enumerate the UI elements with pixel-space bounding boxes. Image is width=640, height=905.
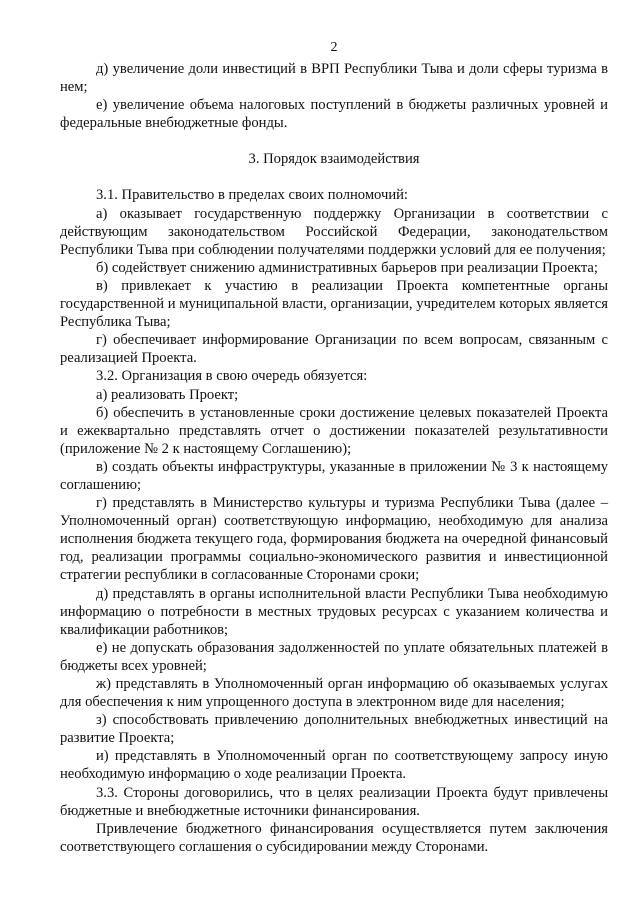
paragraph-3-3: 3.3. Стороны договорились, что в целях реализации Проекта будут привлечены бюджетные и внебюджетные источники финансирования. bbox=[60, 784, 608, 819]
paragraph-3-1-v: в) привлекает к участию в реализации Проекта компетентные органы государственной и муниципальной власти, организации, учредителем которых является Республика Тыва; bbox=[60, 277, 608, 331]
paragraph-intro-e: е) увеличение объема налоговых поступлений в бюджеты различных уровней и федеральные внебюджетные фонды. bbox=[60, 97, 608, 132]
paragraph-3-2-a: а) реализовать Проект; bbox=[96, 386, 239, 403]
paragraph-3-2-v: в) создать объекты инфраструктуры, указанные в приложении № 3 к настоящему соглашению; bbox=[60, 458, 608, 493]
paragraph-3-2-g: г) представлять в Министерство культуры и туризма Республики Тыва (далее – Уполномоченный орган) соответствующую информацию, необходимую для анализа исполнения бюджета текущего года, формирования бюджета на очередной финансовый год, реализации программы социально-экономического развития и инвестиционной стратегии республики в согласованные Сторонами сроки; bbox=[60, 495, 608, 584]
paragraph-3-1-g: г) обеспечивает информирование Организации по всем вопросам, связанным с реализацией Проекта. bbox=[60, 332, 608, 367]
paragraph-3-1-a: а) оказывает государственную поддержку Организации в соответствии с действующим законодательством Российской Федерации, законодательством Республики Тыва при соблюдении получателями поддержки условий для ее получения; bbox=[60, 205, 608, 258]
paragraph-3-2-b: б) обеспечить в установленные сроки достижение целевых показателей Проекта и ежеквартально представлять отчет о достижении показателей результативности (приложение № 2 к настоящему Соглашению); bbox=[60, 404, 608, 457]
paragraph-3-2-z: з) способствовать привлечению дополнительных внебюджетных инвестиций на развитие Проекта; bbox=[60, 712, 608, 747]
paragraph-3-2-d: д) представлять в органы исполнительной власти Республики Тыва необходимую информацию о потребности в местных трудовых ресурсах с указанием количества и квалификации работников; bbox=[60, 585, 608, 638]
paragraph-3-1-b: б) содействует снижению административных барьеров при реализации Проекта; bbox=[96, 259, 598, 276]
page-number: 2 bbox=[330, 40, 338, 55]
paragraph-3-2: 3.2. Организация в свою очередь обязуется: bbox=[96, 368, 368, 385]
paragraph-3-2-zh: ж) представлять в Уполномоченный орган информацию об оказываемых услугах для обеспечения к ним упрощенного доступа в электронном виде для населения; bbox=[60, 676, 608, 711]
section-title: 3. Порядок взаимодействия bbox=[248, 151, 420, 168]
paragraph-3-3-financing: Привлечение бюджетного финансирования осуществляется путем заключения соответствующего соглашения о субсидировании между Сторонами. bbox=[60, 820, 608, 855]
paragraph-3-1: 3.1. Правительство в пределах своих полномочий: bbox=[96, 187, 408, 204]
paragraph-3-2-e: е) не допускать образования задолженностей по уплате обязательных платежей в бюджеты всех уровней; bbox=[60, 639, 608, 674]
paragraph-3-2-i: и) представлять в Уполномоченный орган по соответствующему запросу иную необходимую информацию о ходе реализации Проекта. bbox=[60, 748, 608, 783]
paragraph-intro-d: д) увеличение доли инвестиций в ВРП Республики Тыва и доли сферы туризма в нем; bbox=[60, 61, 608, 96]
